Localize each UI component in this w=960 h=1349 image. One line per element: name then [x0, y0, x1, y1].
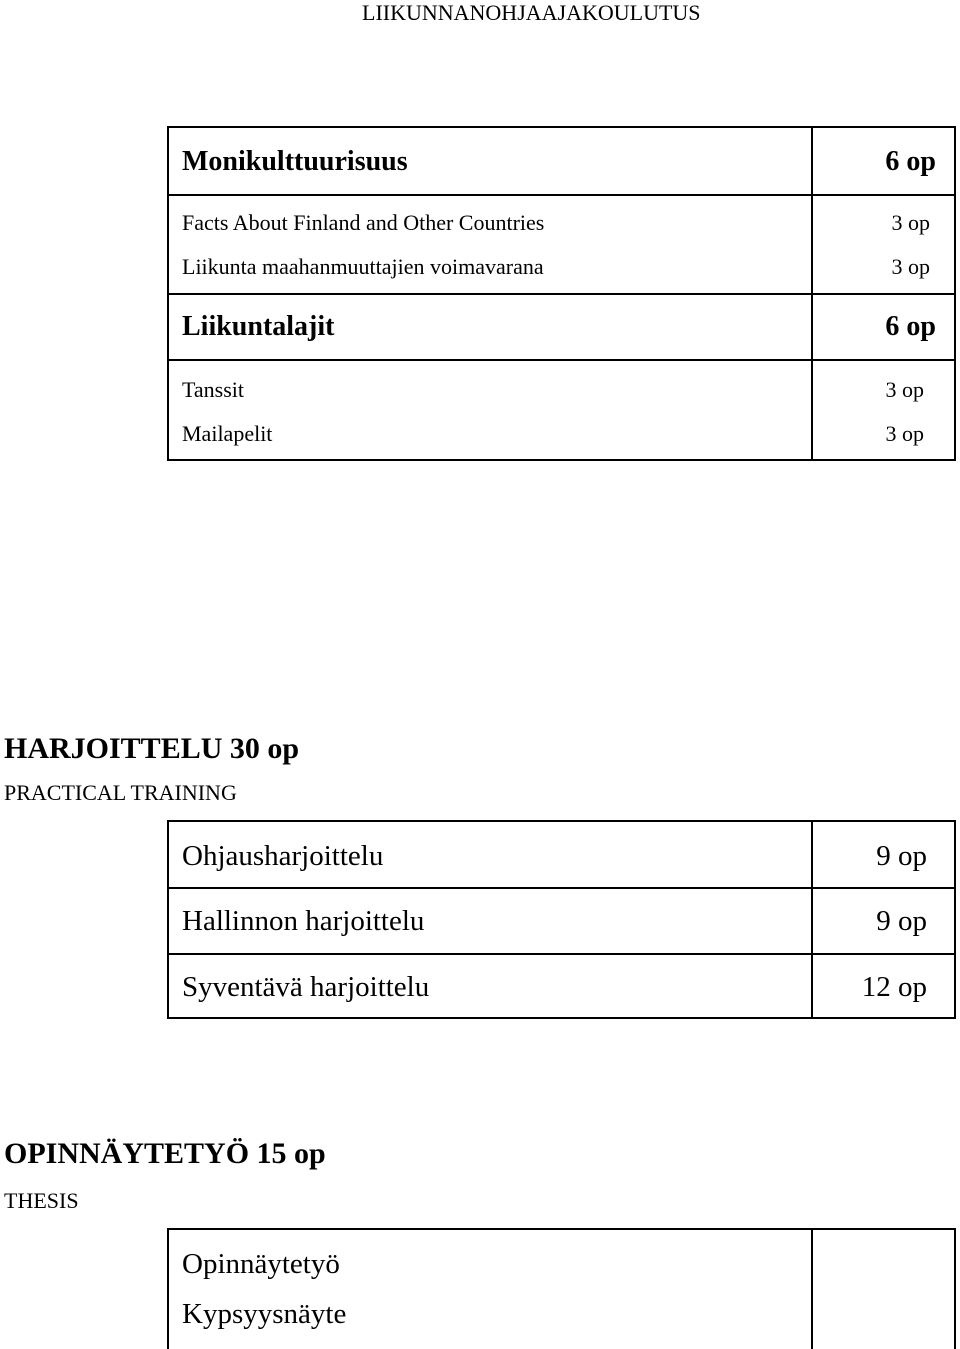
training-label: Hallinnon harjoittelu	[182, 905, 425, 937]
practical-table	[167, 820, 956, 1019]
course-credits: 3 op	[891, 254, 930, 279]
course-credits: 3 op	[891, 210, 930, 235]
page-header-title: LIIKUNNANOHJAAJAKOULUTUS	[362, 0, 701, 25]
group-items-monikulttuurisuus	[169, 194, 954, 295]
training-credits: 9 op	[876, 905, 927, 937]
section-subheading-practical: PRACTICAL TRAINING	[4, 780, 237, 805]
group-row-liikuntalajit	[169, 293, 954, 360]
training-credits: 12 op	[861, 971, 927, 1003]
course-label: Facts About Finland and Other Countries	[182, 210, 545, 235]
training-credits: 9 op	[876, 840, 927, 872]
group-credits: 6 op	[885, 311, 936, 342]
group-title: Monikulttuurisuus	[182, 146, 408, 177]
course-credits: 3 op	[885, 421, 924, 446]
thesis-table	[167, 1228, 956, 1349]
table-row	[169, 822, 954, 888]
table-row	[169, 953, 954, 1019]
section-heading-practical: HARJOITTELU 30 op	[4, 732, 300, 765]
training-label: Ohjausharjoittelu	[182, 840, 384, 872]
table-column-divider	[811, 1230, 813, 1349]
training-label: Syventävä harjoittelu	[182, 971, 430, 1003]
thesis-item: Opinnäytetyö	[182, 1248, 340, 1280]
group-credits: 6 op	[885, 146, 936, 177]
section-heading-thesis: OPINNÄYTETYÖ 15 op	[4, 1137, 326, 1170]
courses-table	[167, 126, 956, 461]
group-items-liikuntalajit	[169, 359, 954, 459]
group-row-monikulttuurisuus	[169, 128, 954, 194]
table-row	[169, 887, 954, 954]
course-label: Liikunta maahanmuuttajien voimavarana	[182, 254, 544, 279]
course-label: Tanssit	[182, 377, 245, 402]
course-credits: 3 op	[885, 377, 924, 402]
group-title: Liikuntalajit	[182, 311, 335, 342]
course-label: Mailapelit	[182, 421, 273, 446]
section-subheading-thesis: THESIS	[4, 1188, 79, 1213]
thesis-item: Kypsyysnäyte	[182, 1298, 347, 1330]
